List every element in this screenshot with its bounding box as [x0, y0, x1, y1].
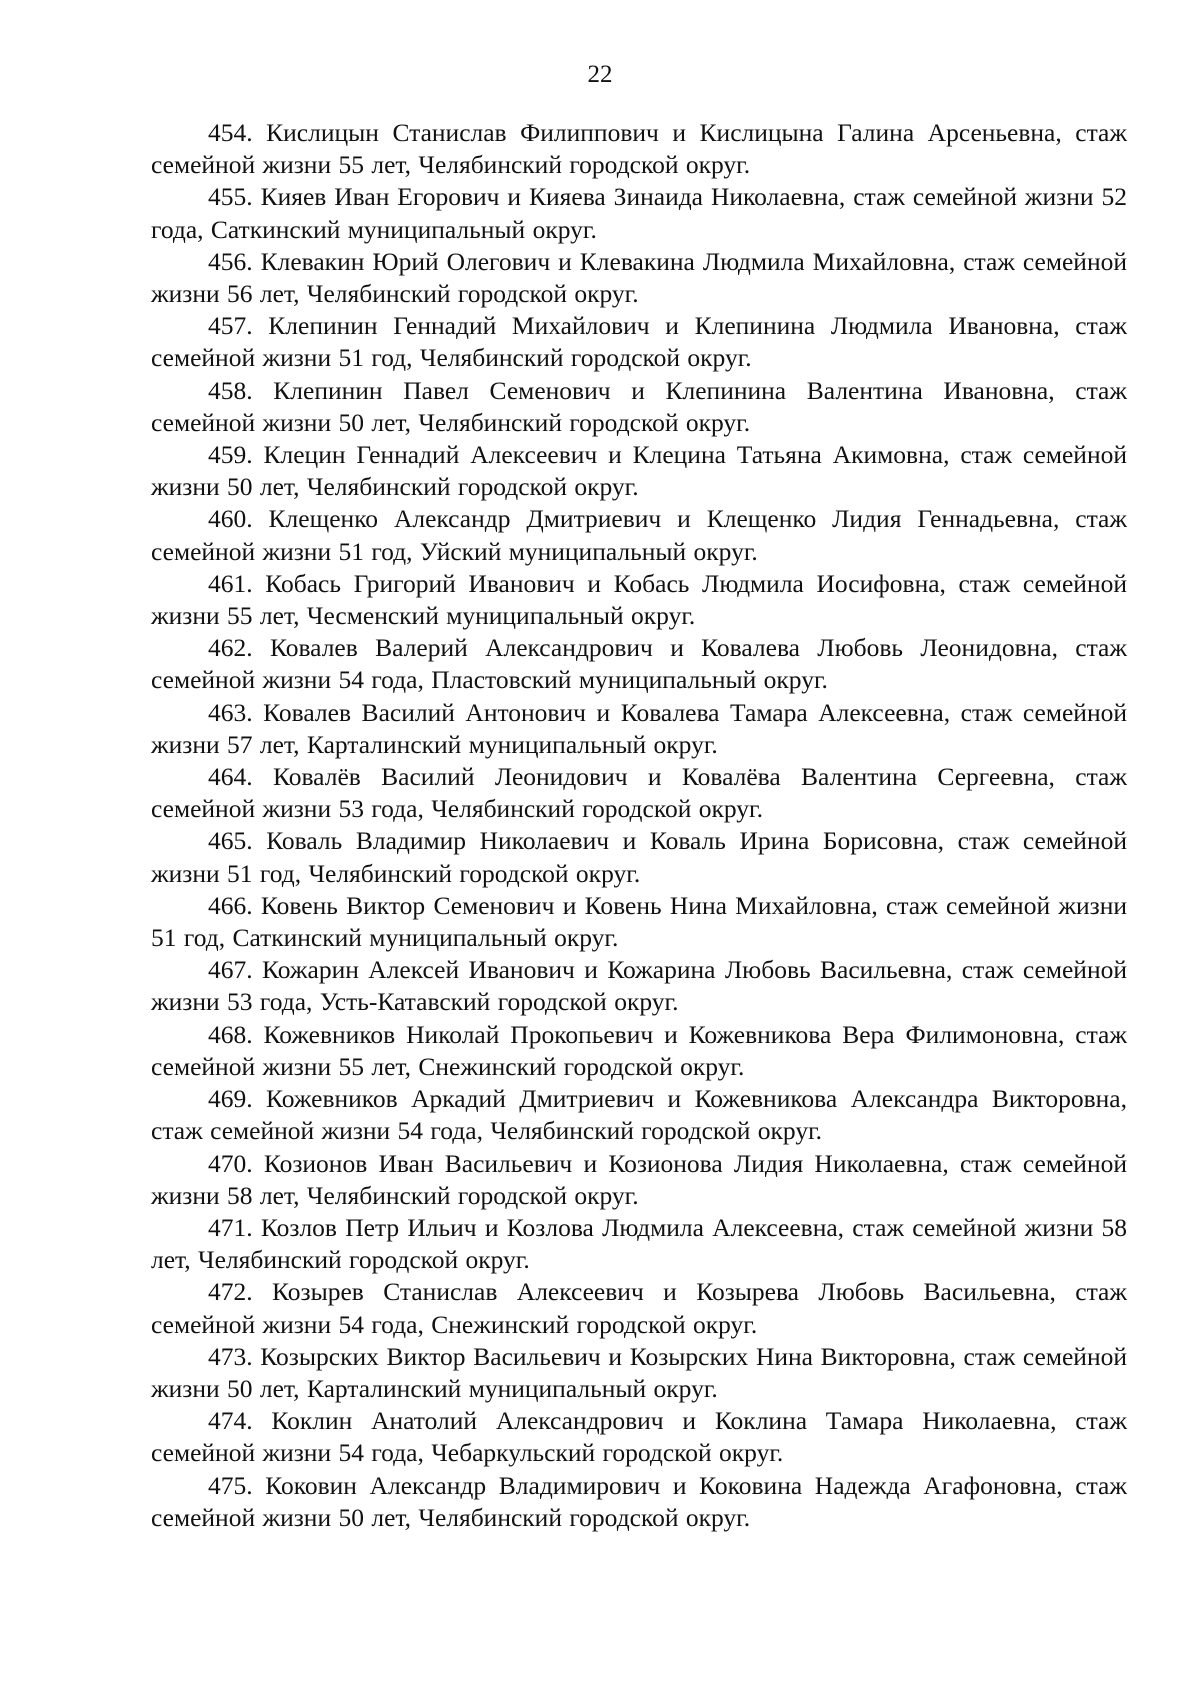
- list-item: 469. Кожевников Аркадий Дмитриевич и Кожевникова Александра Викторовна, стаж семейной жизни 54 года, Челябинский городской округ.: [151, 1084, 1127, 1146]
- list-item: 463. Ковалев Василий Антонович и Ковалева Тамара Алексеевна, стаж семейной жизни 57 лет, Карталинский муниципальный округ.: [151, 697, 1127, 759]
- list-item: 470. Козионов Иван Васильевич и Козионова Лидия Николаевна, стаж семейной жизни 58 лет, Челябинский городской округ.: [151, 1148, 1127, 1210]
- list-item: 462. Ковалев Валерий Александрович и Ковалева Любовь Леонидовна, стаж семейной жизни 54 года, Пластовский муниципальный округ.: [151, 633, 1127, 695]
- list-item: 461. Кобась Григорий Иванович и Кобась Людмила Иосифовна, стаж семейной жизни 55 лет, Чесменский муниципальный округ.: [151, 568, 1127, 631]
- award-list: [151, 117, 1127, 1534]
- list-item: 472. Козырев Станислав Алексеевич и Козырева Любовь Васильевна, стаж семейной жизни 54 года, Снежинский городской округ.: [151, 1277, 1127, 1339]
- list-item: 466. Ковень Виктор Семенович и Ковень Нина Михайловна, стаж семейной жизни 51 год, Саткинский муниципальный округ.: [151, 890, 1127, 953]
- list-item: 473. Козырских Виктор Васильевич и Козырских Нина Викторовна, стаж семейной жизни 50 лет, Карталинский муниципальный округ.: [151, 1341, 1127, 1403]
- list-item: 454. Кислицын Станислав Филиппович и Кислицына Галина Арсеньевна, стаж семейной жизни 55 лет, Челябинский городской округ.: [151, 118, 1127, 180]
- list-item: 467. Кожарин Алексей Иванович и Кожарина Любовь Васильевна, стаж семейной жизни 53 года, Усть-Катавский городской округ.: [151, 955, 1127, 1017]
- page-number: 22: [587, 61, 613, 88]
- list-item: 456. Клевакин Юрий Олегович и Клевакина Людмила Михайловна, стаж семейной жизни 56 лет, Челябинский городской округ.: [151, 246, 1127, 309]
- list-item: 468. Кожевников Николай Прокопьевич и Кожевникова Вера Филимоновна, стаж семейной жизни 55 лет, Снежинский городской округ.: [151, 1019, 1127, 1081]
- list-item: 460. Клещенко Александр Дмитриевич и Клещенко Лидия Геннадьевна, стаж семейной жизни 51 год, Уйский муниципальный округ.: [151, 504, 1127, 566]
- list-item: 457. Клепинин Геннадий Михайлович и Клепинина Людмила Ивановна, стаж семейной жизни 51 год, Челябинский городской округ.: [151, 311, 1127, 373]
- list-item: 474. Коклин Анатолий Александрович и Коклина Тамара Николаевна, стаж семейной жизни 54 года, Чебаркульский городской округ.: [151, 1406, 1127, 1468]
- list-item: 458. Клепинин Павел Семенович и Клепинина Валентина Ивановна, стаж семейной жизни 50 лет, Челябинский городской округ.: [151, 375, 1127, 437]
- list-item: 475. Коковин Александр Владимирович и Коковина Надежда Агафоновна, стаж семейной жизни 50 лет, Челябинский городской округ.: [151, 1470, 1127, 1532]
- list-item: 459. Клецин Геннадий Алексеевич и Клецина Татьяна Акимовна, стаж семейной жизни 50 лет, Челябинский городской округ.: [151, 440, 1127, 502]
- list-item: 455. Кияев Иван Егорович и Кияева Зинаида Николаевна, стаж семейной жизни 52 года, Саткинский муниципальный округ.: [151, 182, 1127, 244]
- list-item: 471. Козлов Петр Ильич и Козлова Людмила Алексеевна, стаж семейной жизни 58 лет, Челябинский городской округ.: [151, 1212, 1127, 1275]
- list-item: 464. Ковалёв Василий Леонидович и Ковалёва Валентина Сергеевна, стаж семейной жизни 53 года, Челябинский городской округ.: [151, 762, 1127, 824]
- list-item: 465. Коваль Владимир Николаевич и Коваль Ирина Борисовна, стаж семейной жизни 51 год, Челябинский городской округ.: [151, 826, 1127, 888]
